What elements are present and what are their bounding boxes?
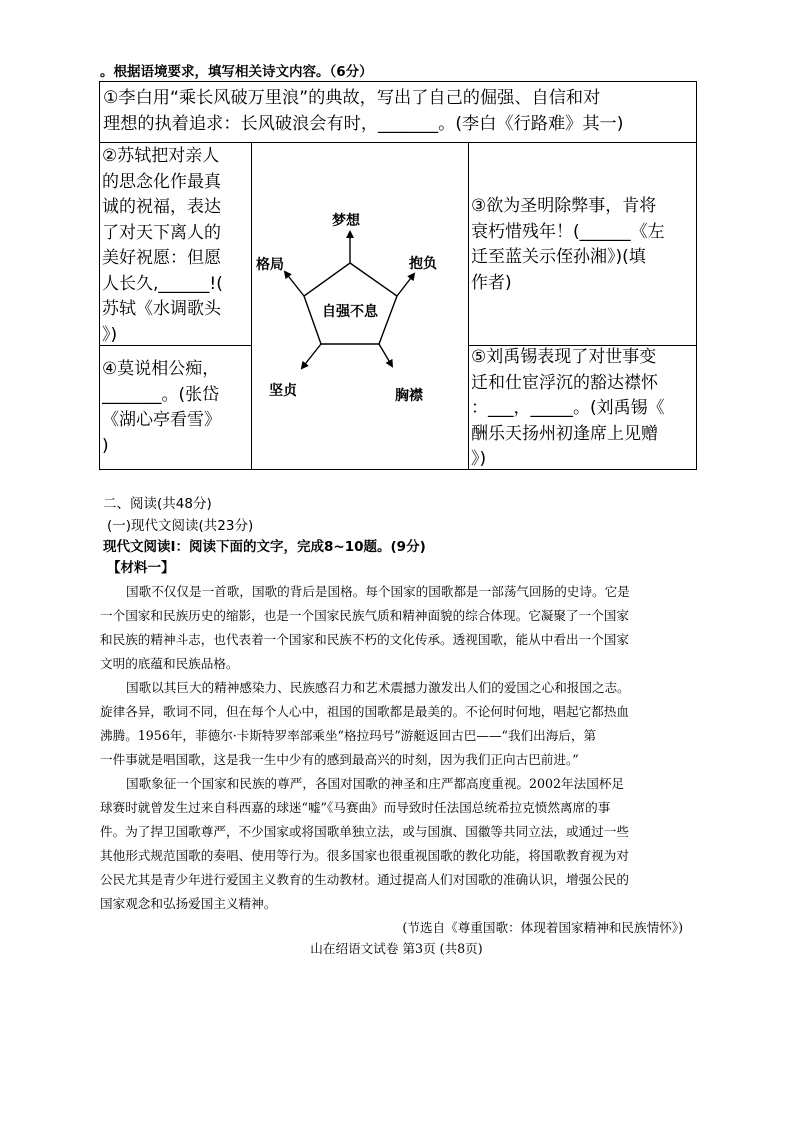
diagram-label-bottom-left: 坚贞 [269, 383, 297, 399]
paragraph-line: 其他形式规范国歌的奏唱、使用等行为。很多国家也很重视国歌的教化功能，将国歌教育视为对 [100, 848, 629, 863]
arrow-lower-right [379, 344, 392, 366]
section-title: 二、阅读(共48分) [103, 496, 212, 512]
cell-line: ：___，_____。(刘禹锡《 [471, 398, 665, 418]
diagram-label-right: 抱负 [409, 256, 437, 272]
table-row-divider [100, 142, 696, 143]
cell-line: 迁至蓝关示侄孙湘》)(填 [471, 247, 646, 267]
question-intro: 。根据语境要求，填写相关诗文内容。（6分） [100, 64, 373, 80]
cell-line: 迁和仕宦浮沉的豁达襟怀 [471, 372, 658, 393]
paragraph-line: 一个国家和民族历史的缩影，也是一个国家民族气质和精神面貌的综合体现。它凝聚了一个国家 [100, 608, 629, 623]
cell-line: 人长久,______!( [102, 273, 223, 294]
cell-line: 苏轼《水调歌头 [102, 299, 221, 319]
table-cell-question-3 [471, 194, 696, 296]
paragraph-line: 球赛时就曾发生过来自科西嘉的球迷“嘘”《马赛曲》而导致时任法国总统希拉克愤然离席的事 [100, 800, 611, 815]
diagram-label-bottom-right: 胸襟 [395, 388, 423, 404]
paragraph-1 [100, 580, 696, 676]
cell-line: ④莫说相公痴， [102, 359, 220, 379]
paragraph-line: 文明的底蕴和民族品格。 [100, 656, 239, 671]
cell-line: 了对天下离人的 [102, 222, 221, 243]
cell-line: 作者) [471, 272, 512, 293]
table-column-divider [468, 142, 469, 469]
cell-line: 的思念化作最真 [102, 171, 221, 192]
table-cell-question-5 [471, 345, 696, 473]
cell-line: 》) [471, 449, 487, 469]
paragraph-3 [100, 772, 696, 916]
cell-line: ①李白用“乘长风破万里浪”的典故，写出了自己的倔强、自信和对 [103, 88, 601, 108]
reading-task: 现代文阅读Ⅰ：阅读下面的文字，完成8~10题。(9分) [103, 539, 426, 555]
cell-line: 衰朽惜残年！(______《左 [471, 221, 665, 242]
cell-line: ②苏轼把对亲人 [102, 146, 220, 166]
cell-line: _______。(张岱 [102, 384, 220, 405]
pentagon-diagram [252, 198, 466, 420]
arrow-upper-left [285, 272, 304, 296]
paragraph-line: 国歌象征一个国家和民族的尊严，各国对国歌的神圣和庄严都高度重视。2002年法国杯足 [126, 776, 625, 791]
cell-line: 》) [102, 324, 118, 345]
cell-line: 《湖心亭看雪》 [102, 410, 221, 430]
paragraph-line: 公民尤其是青少年进行爱国主义教育的生动教材。通过提高人们对国歌的准确认识，增强公民的 [100, 872, 629, 887]
cell-line: 美好祝愿：但愿 [102, 248, 221, 268]
paragraph-line: 件。为了捍卫国歌尊严，不少国家或将国歌单独立法，或与国旗、国徽等共同立法，或通过一些 [100, 824, 629, 839]
arrow-upper-right [397, 274, 414, 296]
material-label: 【材料一】 [107, 560, 175, 576]
source-citation: (节选自《尊重国歌：体现着国家精神和民族情怀》) [402, 920, 683, 935]
paragraph-line: 一件事就是唱国歌，这是我一生中少有的感到最高兴的时刻，因为我们正向古巴前进。” [100, 752, 579, 767]
diagram-label-top: 梦想 [332, 213, 360, 229]
paragraph-line: 国歌不仅仅是一首歌，国歌的背后是国格。每个国家的国歌都是一部荡气回肠的史诗。它是 [126, 584, 630, 599]
page-footer: 山在绍语文试卷 第3页 (共8页) [310, 941, 483, 956]
cell-line: 理想的执着追求：长风破浪会有时，_______。(李白《行路难》其一) [103, 113, 624, 134]
section-subtitle: (一)现代文阅读(共23分) [107, 518, 254, 534]
cell-line: ) [102, 435, 109, 456]
table-cell-question-4 [102, 357, 251, 459]
paragraph-line: 国歌以其巨大的精神感染力、民族感召力和艺术震撼力激发出人们的爱国之心和报国之志。 [126, 680, 630, 695]
table-cell-question-1 [103, 86, 695, 137]
paragraph-line: 旋律各异，歌词不同，但在每个人心中，祖国的国歌都是最美的。不论何时何地，唱起它都热血 [100, 704, 629, 719]
diagram-center-label: 自强不息 [322, 304, 378, 320]
paragraph-line: 国家观念和弘扬爱国主义精神。 [100, 896, 277, 911]
cell-line: ③欲为圣明除弊事，肯将 [471, 196, 657, 216]
arrow-lower-left [302, 344, 321, 368]
paragraph-line: 和民族的精神斗志，也代表着一个国家和民族不朽的文化传承。透视国歌，能从中看出一个国家 [100, 632, 629, 647]
cell-line: ⑤刘禹锡表现了对世事变 [471, 347, 657, 367]
table-cell-question-2 [102, 144, 251, 348]
diagram-label-left: 格局 [256, 257, 284, 273]
paragraph-line: 沸腾。1956年，菲德尔·卡斯特罗率部乘坐“格拉玛号”游艇返回古巴——“我们出海后，第 [100, 728, 597, 743]
cell-line: 诚的祝福，表达 [102, 197, 221, 217]
paragraph-2 [100, 676, 696, 772]
cell-line: 酬乐天扬州初逢席上见赠 [471, 423, 658, 444]
